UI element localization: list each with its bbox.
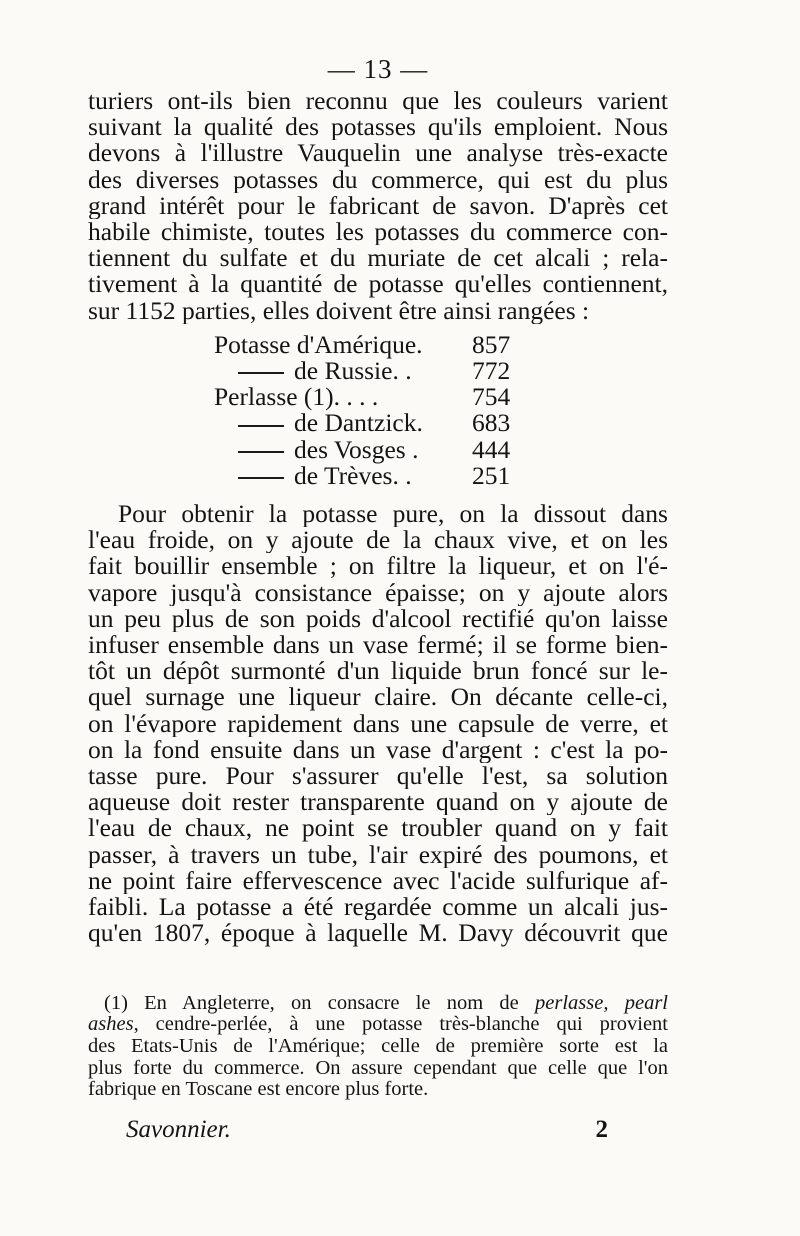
paragraph-2 [88, 501, 668, 946]
page-number: — 13 — [327, 54, 429, 84]
table-row [214, 358, 534, 384]
text-line: des diverses potasses du commerce, qui est du plus [88, 166, 668, 193]
text-line: on l'évapore rapidement dans une capsule de verre, et [88, 710, 668, 737]
text-line: sur 1152 parties, elles doivent être ainsi rangées : [88, 297, 590, 324]
table-label: des Vosges . [294, 434, 419, 464]
text-line: tôt un dépôt surmonté d'un liquide brun foncé sur le- [88, 658, 668, 685]
footnote-italic: perlasse, pearl [535, 992, 668, 1014]
table-row [214, 410, 534, 436]
footnote-line: des Etats-Unis de l'Amérique; celle de première sorte est la [88, 1035, 668, 1057]
text-line: devons à l'illustre Vauquelin une analyse très-exacte [88, 140, 668, 167]
text-line: qu'en 1807, époque à laquelle M. Davy découvrit que [88, 920, 668, 947]
text-line: turiers ont-ils bien reconnu que les couleurs varient [88, 88, 668, 115]
table-label: de Trèves. . [294, 460, 412, 490]
ditto-dash [238, 372, 284, 374]
table-value: 772 [472, 356, 511, 386]
signature-mark: Savonnier. [126, 1116, 231, 1144]
footnote-text: (1) En Angleterre, on consacre le nom de [104, 992, 536, 1014]
table-row [214, 329, 534, 359]
table-value: 683 [472, 408, 511, 438]
table-value: 857 [472, 329, 511, 359]
ditto-dash [238, 425, 284, 427]
signature-number: 2 [595, 1116, 608, 1144]
text-line: Pour obtenir la potasse pure, on la dissout dans [118, 501, 668, 528]
table-label: Perlasse (1). . . . [214, 382, 379, 412]
text-line: habile chimiste, toutes les potasses du commerce con- [88, 219, 668, 246]
potash-ranking-table [214, 329, 534, 490]
text-line: l'eau de chaux, ne point se troubler quand on y fait [88, 815, 668, 842]
text-line: suivant la qualité des potasses qu'ils emploient. Nous [88, 114, 668, 141]
document-page [88, 52, 668, 1145]
text-line: un peu plus de son poids d'alcool rectifié qu'on laisse [88, 605, 668, 633]
text-line: fait bouillir ensemble ; on filtre la liqueur, et on l'é- [88, 553, 668, 580]
text-line: tiennent du sulfate et du muriate de cet alcali ; rela- [88, 245, 668, 272]
text-line: on la fond ensuite dans un vase d'argent : c'est la po- [88, 736, 668, 764]
table-row [214, 384, 534, 410]
text-line: l'eau froide, on y ajoute de la chaux vive, et on les [88, 527, 668, 554]
text-line: tasse pure. Pour s'assurer qu'elle l'est, sa solution [88, 763, 668, 790]
paragraph-1 [88, 88, 668, 324]
text-line: infuser ensemble dans un vase fermé; il se forme bien- [88, 632, 668, 659]
table-value: 754 [472, 382, 511, 412]
text-line: tivement à la quantité de potasse qu'elles contiennent, [88, 271, 668, 298]
text-line: ne point faire effervescence avec l'acide sulfurique af- [88, 867, 668, 895]
table-value: 251 [472, 460, 511, 490]
text-line: vapore jusqu'à consistance épaisse; on y ajoute alors [88, 579, 668, 606]
table-row [214, 460, 534, 490]
footnote-line [88, 993, 668, 1015]
page-footer [88, 1115, 668, 1145]
footnote-italic: ashes [88, 1014, 134, 1036]
footnote-line: fabrique en Toscane est encore plus forte. [88, 1079, 429, 1101]
footnote-line: plus forte du commerce. On assure cependant que celle que l'on [88, 1057, 668, 1079]
table-row [214, 434, 534, 464]
footnote-text: , cendre-perlée, à une potasse très-blanche qui provient [133, 1014, 668, 1036]
text-line: faibli. La potasse a été regardée comme un alcali jus- [88, 894, 668, 921]
footnote-line [88, 1014, 668, 1036]
text-line: aqueuse doit rester transparente quand on y ajoute de [88, 789, 668, 816]
ditto-dash [238, 451, 284, 453]
ditto-dash [238, 477, 284, 479]
table-label: Potasse d'Amérique. [214, 329, 423, 359]
table-value: 444 [472, 434, 511, 464]
text-line: quel surnage une liqueur claire. On décante celle-ci, [88, 684, 668, 711]
table-label: de Russie. . [294, 356, 412, 386]
text-line: grand intérêt pour le fabricant de savon. D'après cet [88, 192, 668, 220]
footnote [88, 993, 668, 1102]
text-line: passer, à travers un tube, l'air expiré des poumons, et [88, 841, 668, 868]
table-label: de Dantzick. [294, 408, 423, 438]
